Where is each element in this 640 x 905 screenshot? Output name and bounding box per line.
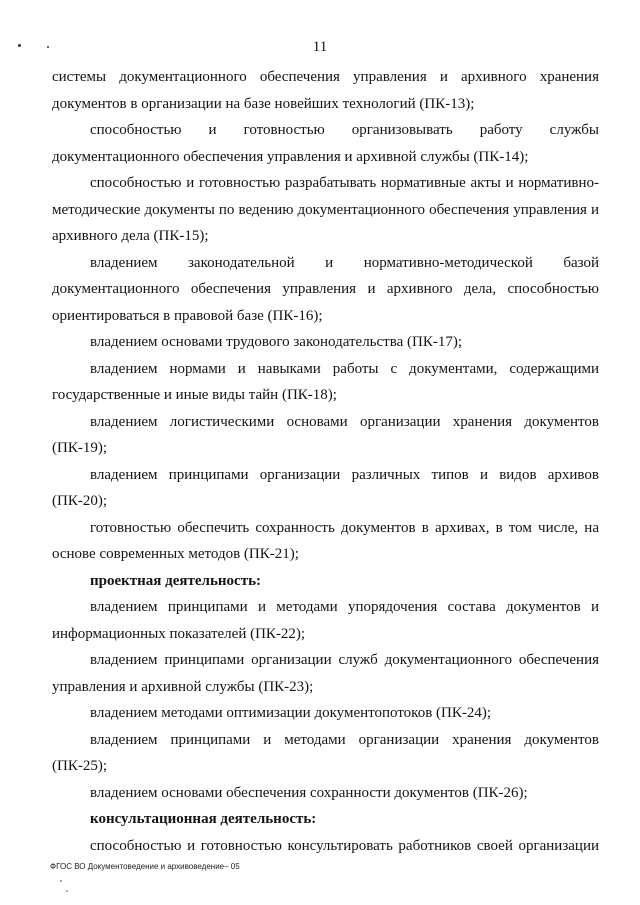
paragraph: способностью и готовностью организовывать работу службы документационного обеспечения управления и архивной службы (ПК-14); (52, 122, 599, 165)
paragraph: способностью и готовностью разрабатывать нормативные акты и нормативно-методические документы по ведению документационного обеспечения управления и архивного дела (ПК-15); (52, 175, 599, 244)
scan-speck (66, 890, 68, 892)
paragraph: владением методами оптимизации документопотоков (ПК-24); (90, 705, 492, 721)
paragraph: владением принципами и методами упорядочения состава документов и информационных показателей (ПК-22); (52, 599, 599, 642)
footer-note: ФГОС ВО Документоведение и архивоведение– 05 (50, 862, 240, 871)
paragraph: системы документационного обеспечения управления и архивного хранения документов в организации на базе новейших технологий (ПК-13); (52, 69, 599, 112)
paragraph: владением нормами и навыками работы с документами, содержащими государственные и иные виды тайн (ПК-18); (52, 360, 599, 403)
paragraph: способностью и готовностью консультировать работников своей организации (90, 837, 599, 854)
page-number: 11 (312, 39, 328, 55)
paragraph: владением принципами организации служб документационного обеспечения управления и архивной службы (ПК-23); (52, 652, 599, 695)
paragraph: готовностью обеспечить сохранность документов в архивах, в том числе, на основе современных методов (ПК-21); (52, 519, 599, 562)
scan-speck (18, 44, 21, 47)
paragraph: владением основами трудового законодательства (ПК-17); (90, 334, 463, 350)
paragraph: владением логистическими основами организации хранения документов (ПК-19); (52, 413, 599, 456)
paragraph: владением основами обеспечения сохранности документов (ПК-26); (90, 784, 528, 801)
paragraph: владением законодательной и нормативно-методической базой документационного обеспечения управления и архивного дела, способностью ориентироваться в правовой базе (ПК-16); (52, 254, 599, 324)
section-heading-project: проектная деятельность: (90, 572, 261, 589)
scan-speck (47, 46, 49, 48)
section-heading-consulting: консультационная деятельность: (90, 811, 317, 827)
scan-speck (60, 880, 62, 882)
paragraph: владением принципами и методами организации хранения документов (ПК-25); (52, 731, 599, 774)
paragraph: владением принципами организации различных типов и видов архивов (ПК-20); (52, 466, 599, 509)
document-body (52, 64, 599, 859)
